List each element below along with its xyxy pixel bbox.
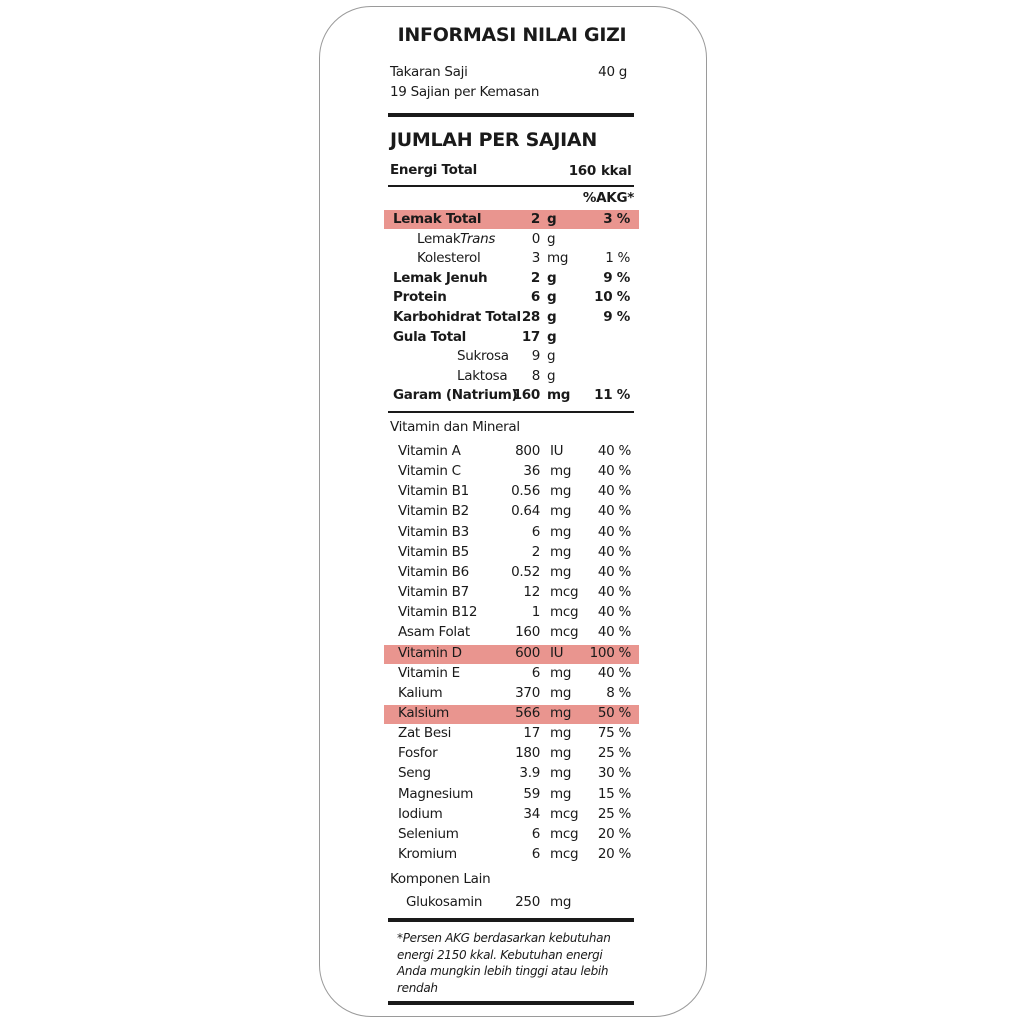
vitamin-row	[0, 524, 1024, 544]
vitamin-name: Vitamin A	[398, 443, 461, 459]
vitamin-pct: 75 %	[597, 725, 631, 741]
nutrient-name: Sukrosa	[457, 348, 509, 364]
vitamin-pct: 40 %	[597, 604, 631, 620]
nutrient-row	[0, 289, 1024, 309]
vitamin-name: Magnesium	[398, 786, 474, 802]
nutrient-row	[0, 231, 1024, 251]
nutrient-row	[0, 387, 1024, 407]
nutrient-amount: 160	[512, 387, 540, 403]
nutrient-amount: 2	[530, 270, 540, 286]
nutrient-unit: mg	[547, 387, 571, 403]
vitamin-unit: mg	[550, 745, 572, 761]
vitamin-unit: IU	[550, 645, 564, 661]
vitamin-amount: 2	[531, 544, 540, 560]
vitamin-unit: mcg	[550, 806, 579, 822]
nutrient-name: Garam (Natrium)	[393, 387, 518, 403]
vitamin-amount: 370	[515, 685, 540, 701]
nutrient-pct: 9 %	[603, 270, 630, 286]
vitamin-name: Vitamin B6	[398, 564, 469, 580]
vitamin-name: Kromium	[398, 846, 457, 862]
nutrient-amount: 6	[530, 289, 540, 305]
vitamin-pct: 40 %	[597, 443, 631, 459]
nutrient-unit: g	[547, 270, 557, 286]
footnote: *Persen AKG berdasarkan kebutuhan energi 2150 kkal. Kebutuhan energi Anda mungkin lebih tinggi atau lebih rendah	[397, 931, 611, 995]
vitamin-row	[0, 665, 1024, 685]
vitamin-name: Vitamin D	[398, 645, 462, 661]
servings-per-pack: 19 Sajian per Kemasan	[390, 84, 540, 100]
serving-size-value: 40 g	[598, 64, 627, 80]
akg-header: %AKG*	[582, 190, 634, 206]
vitamin-pct: 20 %	[597, 846, 631, 862]
vitamin-row	[0, 544, 1024, 564]
thick-divider	[388, 918, 634, 922]
vitamin-amount: 1	[531, 604, 540, 620]
vitamin-unit: mcg	[550, 624, 579, 640]
vitamin-amount: 12	[523, 584, 540, 600]
nutrient-amount: 3	[531, 250, 540, 266]
nutrient-name: Laktosa	[457, 368, 508, 384]
nutrient-amount: 8	[531, 368, 540, 384]
nutrient-unit: g	[547, 231, 556, 247]
vitamin-row	[0, 786, 1024, 806]
vitamin-unit: mg	[550, 725, 572, 741]
vitamin-pct: 40 %	[597, 564, 631, 580]
nutrient-name: Lemak	[417, 231, 461, 247]
vitamin-unit: mg	[550, 524, 572, 540]
nutrient-amount: 0	[531, 231, 540, 247]
vitamin-pct: 40 %	[597, 544, 631, 560]
vitamin-unit: mcg	[550, 826, 579, 842]
vitamin-unit: IU	[550, 443, 564, 459]
vitamin-pct: 40 %	[597, 665, 631, 681]
thick-divider	[388, 1001, 634, 1005]
nutrient-unit: g	[547, 309, 557, 325]
vitamins-title: Vitamin dan Mineral	[390, 419, 520, 435]
vitamin-pct: 20 %	[597, 826, 631, 842]
vitamin-pct: 40 %	[597, 483, 631, 499]
vitamin-unit: mg	[550, 665, 572, 681]
vitamin-row	[0, 745, 1024, 765]
vitamin-row	[0, 483, 1024, 503]
vitamin-name: Vitamin B5	[398, 544, 469, 560]
vitamin-amount: 0.56	[511, 483, 540, 499]
nutrient-row	[0, 270, 1024, 290]
vitamin-unit: mg	[550, 705, 572, 721]
vitamin-name: Vitamin B1	[398, 483, 469, 499]
vitamin-name: Vitamin B12	[398, 604, 478, 620]
nutrient-row	[0, 368, 1024, 388]
vitamin-name: Selenium	[398, 826, 459, 842]
vitamin-name: Vitamin B7	[398, 584, 469, 600]
vitamin-pct: 100 %	[589, 645, 631, 661]
other-unit: mg	[550, 894, 572, 910]
vitamin-unit: mg	[550, 786, 572, 802]
vitamin-amount: 6	[531, 524, 540, 540]
vitamin-row	[0, 826, 1024, 846]
nutrient-amount: 9	[531, 348, 540, 364]
vitamin-row	[0, 503, 1024, 523]
nutrient-pct: 10 %	[594, 289, 630, 305]
vitamin-unit: mg	[550, 685, 572, 701]
vitamin-unit: mg	[550, 463, 572, 479]
vitamin-amount: 160	[515, 624, 540, 640]
vitamin-row	[0, 463, 1024, 483]
vitamin-row	[0, 604, 1024, 624]
nutrient-unit: g	[547, 329, 557, 345]
nutrient-pct: 9 %	[603, 309, 630, 325]
vitamin-unit: mg	[550, 544, 572, 560]
vitamin-pct: 30 %	[597, 765, 631, 781]
vitamin-unit: mg	[550, 564, 572, 580]
vitamin-amount: 34	[523, 806, 540, 822]
vitamin-name: Kalsium	[398, 705, 450, 721]
vitamin-row	[0, 685, 1024, 705]
vitamin-unit: mcg	[550, 846, 579, 862]
nutrient-unit: g	[547, 368, 556, 384]
thin-divider	[388, 185, 634, 187]
vitamin-row	[0, 705, 1024, 725]
vitamin-name: Asam Folat	[398, 624, 470, 640]
nutrient-unit: g	[547, 289, 557, 305]
vitamin-pct: 25 %	[597, 806, 631, 822]
nutrient-amount: 2	[530, 211, 540, 227]
energy-unit: kkal	[601, 163, 632, 179]
vitamin-name: Vitamin B2	[398, 503, 469, 519]
vitamin-name: Iodium	[398, 806, 443, 822]
vitamin-name: Zat Besi	[398, 725, 452, 741]
vitamin-amount: 0.52	[511, 564, 540, 580]
nutrient-amount: 28	[521, 309, 540, 325]
vitamin-name: Seng	[398, 765, 431, 781]
nutrient-name: Gula Total	[393, 329, 467, 345]
vitamin-unit: mg	[550, 483, 572, 499]
vitamin-unit: mg	[550, 503, 572, 519]
vitamin-amount: 6	[531, 665, 540, 681]
vitamin-pct: 40 %	[597, 463, 631, 479]
vitamin-row	[0, 765, 1024, 785]
vitamin-pct: 8 %	[606, 685, 631, 701]
vitamin-row	[0, 584, 1024, 604]
vitamin-amount: 566	[515, 705, 540, 721]
vitamin-pct: 50 %	[597, 705, 631, 721]
section-title: JUMLAH PER SAJIAN	[390, 129, 597, 151]
nutrient-amount: 17	[521, 329, 540, 345]
vitamin-unit: mcg	[550, 604, 579, 620]
vitamin-amount: 36	[523, 463, 540, 479]
thin-divider	[388, 411, 634, 413]
nutrient-pct: 1 %	[605, 250, 630, 266]
nutrient-unit: g	[547, 348, 556, 364]
nutrient-pct: 3 %	[603, 211, 630, 227]
vitamin-amount: 3.9	[519, 765, 540, 781]
vitamin-row	[0, 564, 1024, 584]
nutrient-row	[0, 250, 1024, 270]
vitamin-name: Fosfor	[398, 745, 438, 761]
nutrient-pct: 11 %	[594, 387, 630, 403]
nutrient-row	[0, 211, 1024, 231]
energy-label: Energi Total	[390, 162, 477, 178]
nutrient-unit: g	[547, 211, 557, 227]
vitamin-unit: mcg	[550, 584, 579, 600]
vitamin-row	[0, 624, 1024, 644]
vitamin-amount: 0.64	[511, 503, 540, 519]
vitamin-row	[0, 645, 1024, 665]
vitamin-amount: 6	[531, 846, 540, 862]
other-title: Komponen Lain	[390, 871, 491, 887]
vitamin-row	[0, 846, 1024, 866]
nutrient-unit: mg	[547, 250, 569, 266]
vitamin-pct: 40 %	[597, 503, 631, 519]
vitamin-name: Vitamin B3	[398, 524, 469, 540]
vitamin-name: Vitamin C	[398, 463, 461, 479]
nutrient-row	[0, 348, 1024, 368]
vitamin-row	[0, 443, 1024, 463]
vitamin-row	[0, 806, 1024, 826]
vitamin-row	[0, 725, 1024, 745]
other-name: Glukosamin	[406, 894, 483, 910]
thick-divider	[388, 113, 634, 117]
vitamin-amount: 59	[523, 786, 540, 802]
nutrient-name: Kolesterol	[417, 250, 481, 266]
vitamin-amount: 17	[523, 725, 540, 741]
nutrient-name: Protein	[393, 289, 447, 305]
vitamin-pct: 25 %	[597, 745, 631, 761]
serving-size-label: Takaran Saji	[390, 64, 468, 80]
nutrient-name: Lemak Jenuh	[393, 270, 488, 286]
label-title: INFORMASI NILAI GIZI	[397, 24, 627, 46]
vitamin-amount: 600	[515, 645, 540, 661]
nutrient-name-italic: Trans	[460, 231, 496, 247]
vitamin-pct: 40 %	[597, 524, 631, 540]
vitamin-unit: mg	[550, 765, 572, 781]
nutrient-row	[0, 329, 1024, 349]
vitamin-amount: 180	[515, 745, 540, 761]
vitamin-pct: 40 %	[597, 624, 631, 640]
vitamin-name: Kalium	[398, 685, 443, 701]
nutrient-name: Lemak Total	[393, 211, 482, 227]
nutrient-row	[0, 309, 1024, 329]
nutrient-name: Karbohidrat Total	[393, 309, 521, 325]
vitamin-name: Vitamin E	[398, 665, 460, 681]
other-amount: 250	[515, 894, 540, 910]
vitamin-amount: 800	[515, 443, 540, 459]
vitamin-pct: 15 %	[597, 786, 631, 802]
vitamin-pct: 40 %	[597, 584, 631, 600]
vitamin-amount: 6	[531, 826, 540, 842]
energy-value: 160	[568, 163, 596, 179]
